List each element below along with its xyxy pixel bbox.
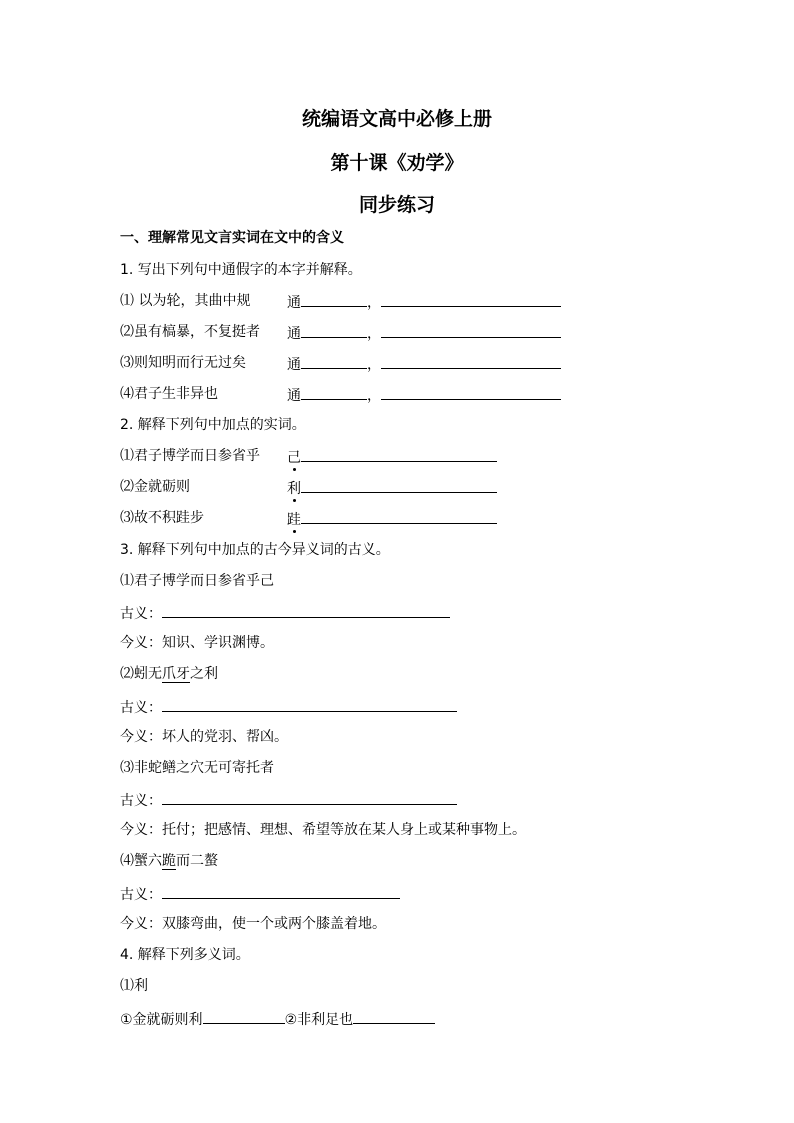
q2-item-3-answer <box>287 509 497 529</box>
q1-item-1-label: 通 <box>287 295 301 311</box>
q2-item-1-sentence: ⑴君子博学而日参省乎 <box>120 448 260 464</box>
q1-item-1-answer <box>287 292 561 312</box>
q3-item-3-sentence: ⑶非蛇鳝之穴无可寄托者 <box>120 760 274 776</box>
q3-item-4-post: 而二螯 <box>176 853 218 869</box>
q3-item-3-gu <box>120 790 457 810</box>
q3-item-1-jin: 今义：知识、学识渊博。 <box>120 635 274 651</box>
q3-item-4-keyword: 跪 <box>162 853 176 869</box>
q1-item-4-blank-meaning[interactable] <box>381 385 561 400</box>
q3-item-1-blank[interactable] <box>162 603 450 618</box>
q2-item-1-answer <box>287 447 497 467</box>
q4-sub: ⑴利 <box>120 978 148 994</box>
q3-item-4-blank[interactable] <box>162 884 400 899</box>
q4-item-b: ②非利足也 <box>284 1012 354 1028</box>
q4-item-a: ①金就砺则利 <box>120 1012 203 1028</box>
q1-item-1-blank-meaning[interactable] <box>381 292 561 307</box>
q3-prompt: 3. 解释下列句中加点的古今异义词的古义。 <box>120 542 390 558</box>
q1-item-4-label: 通 <box>287 388 301 404</box>
q1-item-2-blank-meaning[interactable] <box>381 323 561 338</box>
q1-item-3-label: 通 <box>287 357 301 373</box>
q3-item-2-blank[interactable] <box>162 697 457 712</box>
q2-item-1-word: 己 <box>287 450 301 466</box>
q1-item-3-blank-meaning[interactable] <box>381 354 561 369</box>
q4-item-b-blank[interactable] <box>353 1009 435 1024</box>
q1-item-2-sentence: ⑵虽有槁暴，不复挺者 <box>120 324 260 340</box>
q3-item-1-gu-label: 古义： <box>120 606 162 622</box>
doc-subtitle: 同步练习 <box>358 194 435 216</box>
q4-items <box>120 1009 435 1029</box>
q3-item-1-gu <box>120 603 450 623</box>
q1-item-2-answer <box>287 323 561 343</box>
q1-item-1-comma: ， <box>367 295 381 311</box>
q1-item-4-answer <box>287 385 561 405</box>
q3-item-4-gu <box>120 884 400 904</box>
q3-item-4-pre: ⑷蟹六 <box>120 853 162 869</box>
q2-item-2-sentence: ⑵金就砺则 <box>120 479 190 495</box>
lesson-title: 第十课《劝学》 <box>330 152 464 174</box>
q2-item-1-blank[interactable] <box>301 447 497 462</box>
q3-item-2-gu <box>120 697 457 717</box>
q1-item-1-blank-char[interactable] <box>301 292 367 307</box>
q3-item-2-pre: ⑵蚓无 <box>120 666 162 682</box>
q2-item-3-word: 跬 <box>287 512 301 528</box>
q1-item-2-label: 通 <box>287 326 301 342</box>
q1-item-1-sentence: ⑴ 以为轮，其曲中规 <box>120 293 251 309</box>
q1-item-4-sentence: ⑷君子生非异也 <box>120 386 218 402</box>
q1-item-3-comma: ， <box>367 357 381 373</box>
q1-item-3-sentence: ⑶则知明而行无过矣 <box>120 355 246 371</box>
q1-prompt: 1. 写出下列句中通假字的本字并解释。 <box>120 262 362 278</box>
q2-item-2-word: 利 <box>287 481 301 497</box>
q3-item-3-gu-label: 古义： <box>120 793 162 809</box>
q3-item-3-blank[interactable] <box>162 790 457 805</box>
q3-item-2-post: 之利 <box>190 666 218 682</box>
q4-prompt: 4. 解释下列多义词。 <box>120 947 250 963</box>
q1-item-2-comma: ， <box>367 326 381 342</box>
section-heading: 一、理解常见文言实词在文中的含义 <box>120 230 344 246</box>
q2-item-2-answer <box>287 478 497 498</box>
q3-item-2-keyword: 爪牙 <box>162 666 190 682</box>
q2-item-3-blank[interactable] <box>301 509 497 524</box>
doc-title: 统编语文高中必修上册 <box>301 108 492 130</box>
q1-item-3-answer <box>287 354 561 374</box>
q3-item-1-sentence: ⑴君子博学而日参省乎己 <box>120 573 274 589</box>
q3-item-4-gu-label: 古义： <box>120 887 162 903</box>
q1-item-4-comma: ， <box>367 388 381 404</box>
q4-item-a-blank[interactable] <box>203 1009 285 1024</box>
q1-item-4-blank-char[interactable] <box>301 385 367 400</box>
q3-item-4-sentence <box>120 852 218 870</box>
q3-item-2-jin: 今义：坏人的党羽、帮凶。 <box>120 729 288 745</box>
q1-item-3-blank-char[interactable] <box>301 354 367 369</box>
q3-item-3-jin: 今义：托付；把感情、理想、希望等放在某人身上或某种事物上。 <box>120 822 526 838</box>
q2-item-3-sentence: ⑶故不积跬步 <box>120 510 204 526</box>
q1-item-2-blank-char[interactable] <box>301 323 367 338</box>
q3-item-2-sentence <box>120 665 218 683</box>
q3-item-4-jin: 今义：双膝弯曲，使一个或两个膝盖着地。 <box>120 916 386 932</box>
q2-item-2-blank[interactable] <box>301 478 497 493</box>
q3-item-2-gu-label: 古义： <box>120 700 162 716</box>
q2-prompt: 2. 解释下列句中加点的实词。 <box>120 417 306 433</box>
